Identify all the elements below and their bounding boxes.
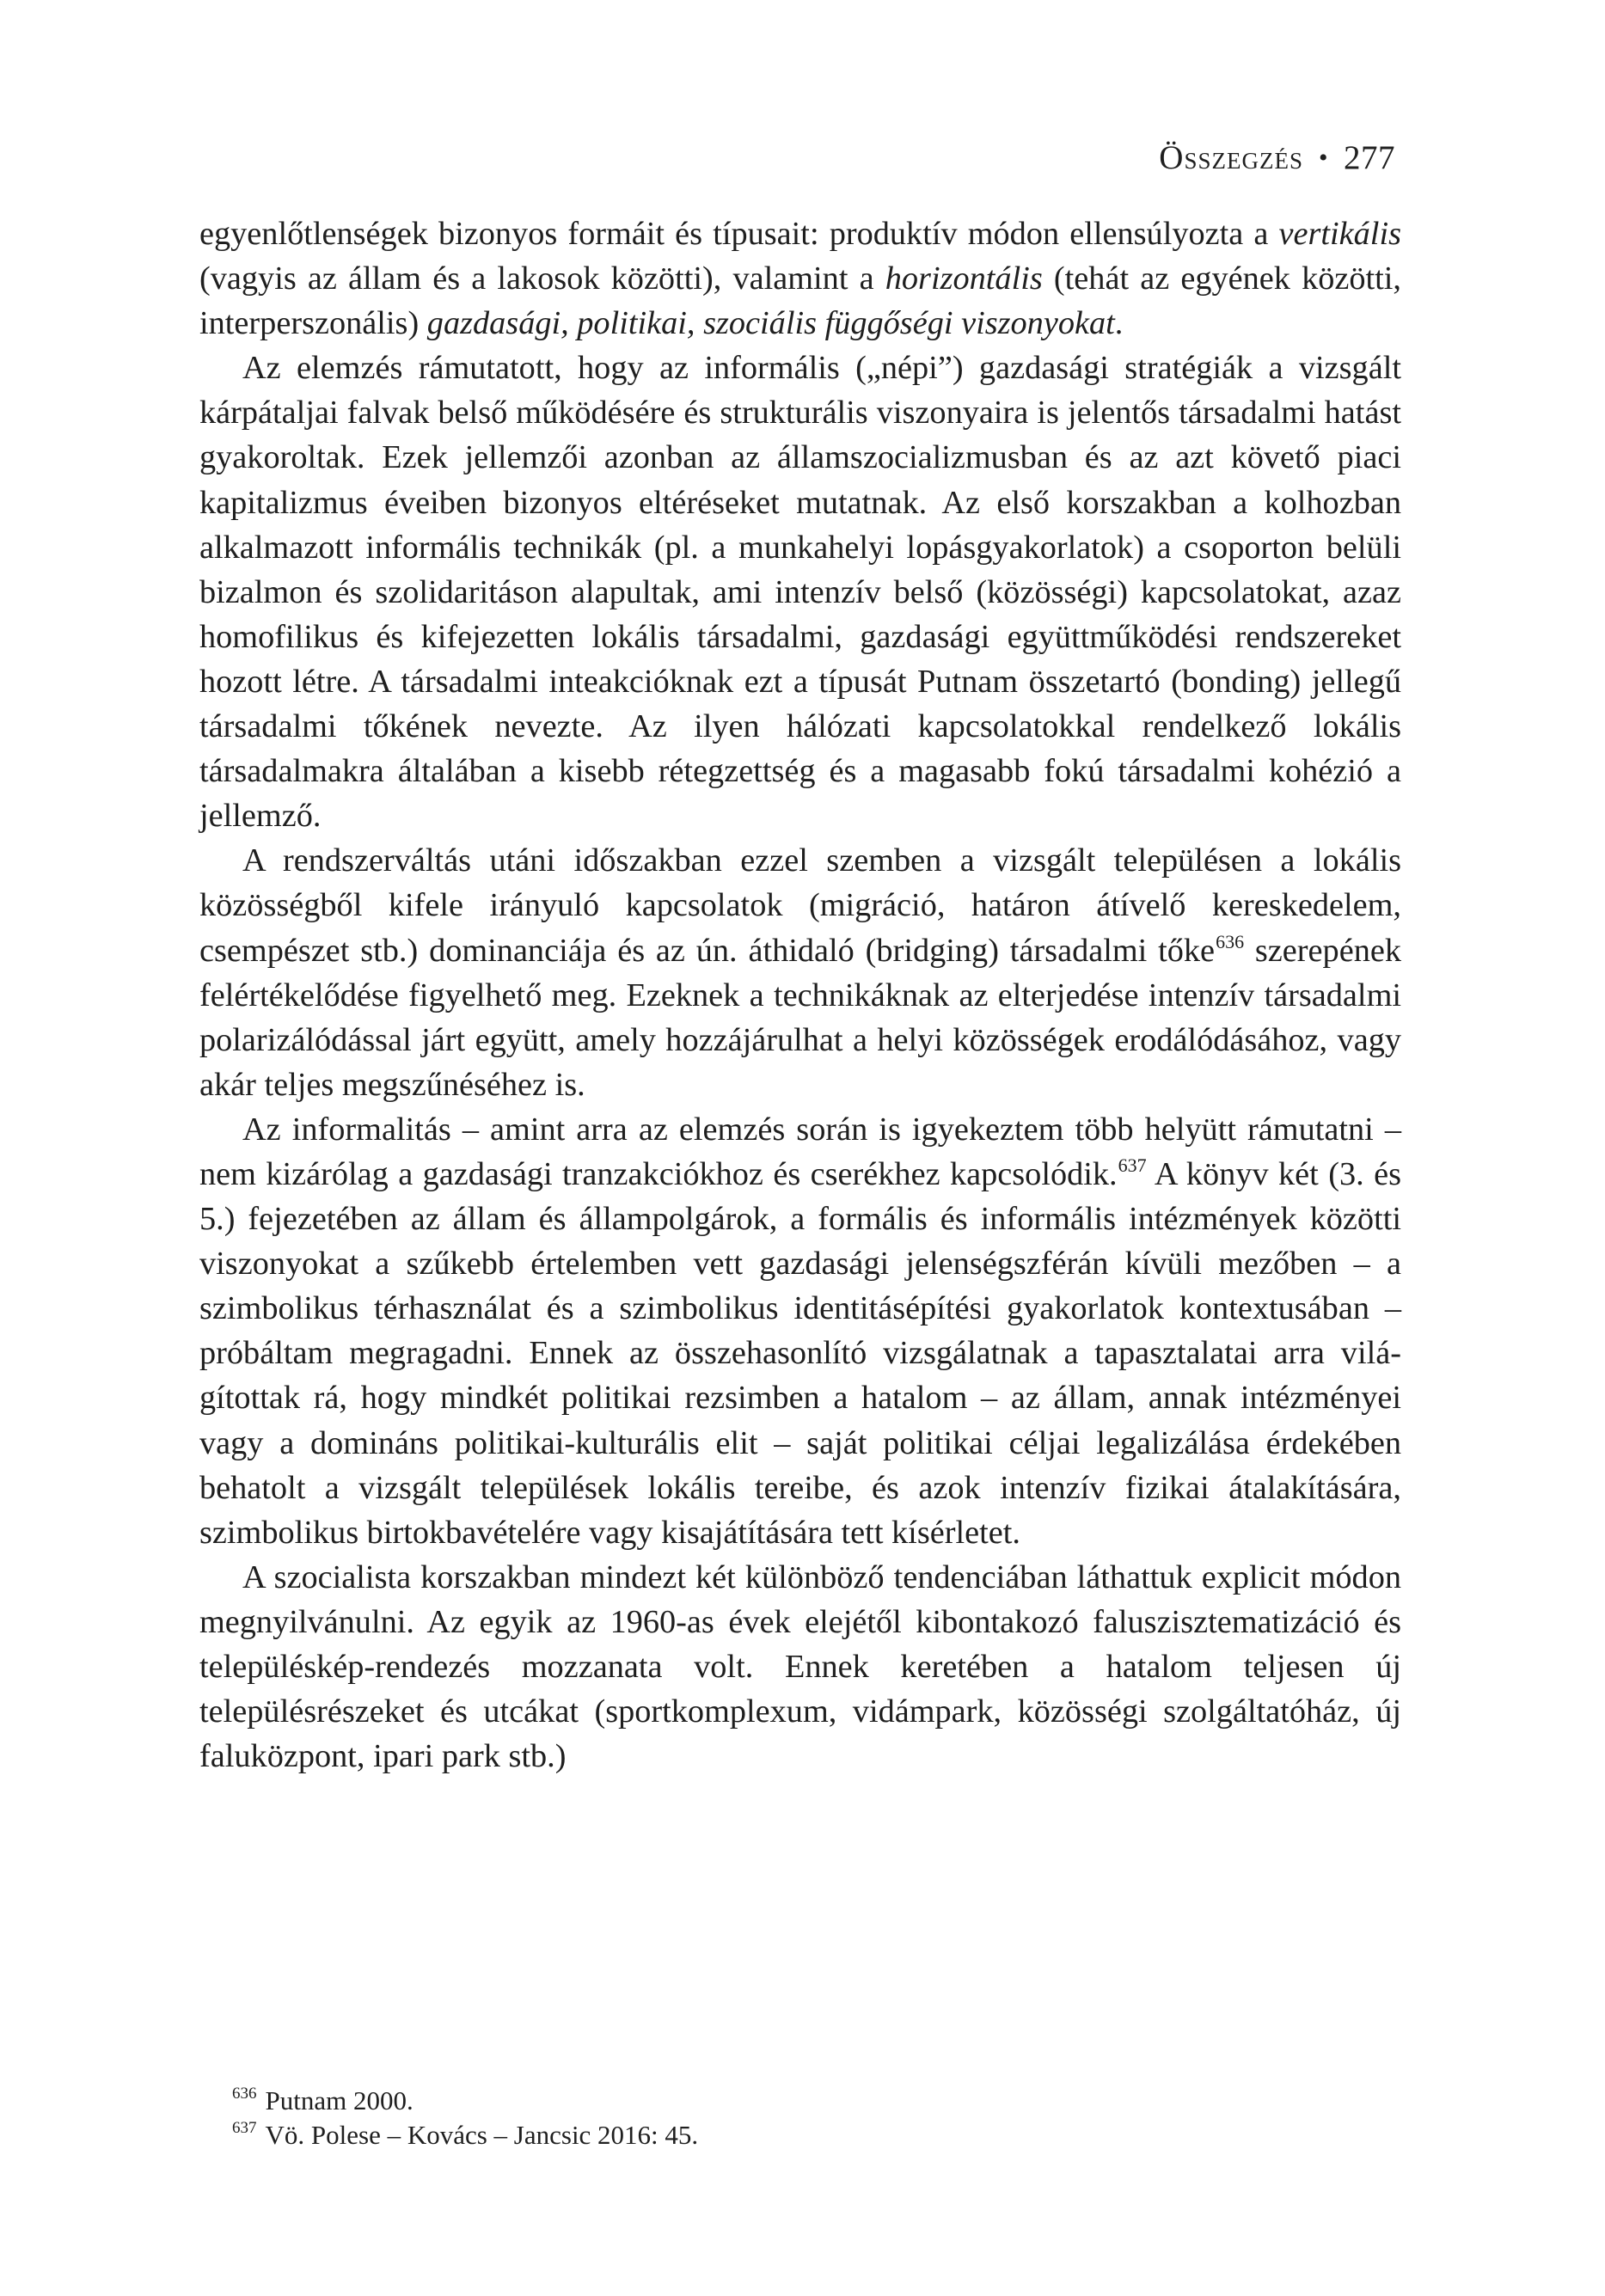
paragraph: A szocialista korszakban mindezt két különböző tendenciában láthattuk explicit módon megnyilvánulni. Az egyik az 1960-as évek elejétől kibontakozó faluszisztematizáció és településkép-rendezés mozzanata volt. Ennek keretében a hatalom teljesen új településrészeket és utcákat (sportkomplexum, vidámpark, közösségi szolgáltatóház, új faluközpont, ipari park stb.)	[199, 1558, 1401, 1775]
footnote-text: Vö. Polese – Kovács – Jancsic 2016: 45.	[265, 2120, 699, 2150]
footnote-number: 636	[232, 2085, 257, 2103]
bullet-separator: •	[1318, 144, 1328, 172]
footnote	[232, 2084, 1264, 2118]
running-header	[1159, 138, 1395, 179]
footnote-text: Putnam 2000.	[265, 2085, 414, 2115]
page-number: 277	[1344, 139, 1395, 176]
footnotes	[232, 2084, 1264, 2152]
emphasis: vertikális	[1278, 216, 1401, 252]
emphasis: horizontális	[885, 260, 1043, 297]
paragraph: A rendszerváltás utáni időszakban ezzel szemben a vizsgált településen a lokális közösségből kifele irányuló kapcsolatok (migráció, határon átívelő kereskedelem, csempészet stb.) dominanciája és az ún. áthidaló (bridging) társadalmi tőke$^{636}$ szerepének felértékelődése figyelhető meg. Ezeknek a technikáknak az elterjedése intenzív társadalmi polarizálódással járt együtt, amely hozzájárulhat a helyi közösségek erodálódásához, vagy akár teljes megszűnéséhez is.	[199, 842, 1401, 1103]
section-title: Összegzés	[1159, 139, 1303, 176]
paragraph: Az informalitás – amint arra az elemzés során is igyekeztem több helyütt rámutatni – nem kizárólag a gazdasági tranzakciókhoz és cserékhez kapcsolódik.$^{637}$ A könyv két (3. és 5.) fejezetében az állam és állampolgárok, a formális és informális intézmények közötti viszonyokat a szűkebb értelemben vett gazdasági jelenségszférán kívüli mezőben – a szimbolikus térhasználat és a szimbolikus identitásépítési gyakorlatok kontextusában – próbáltam megragadni. Ennek az összehasonlító vizsgálatnak a tapasztalatai arra világítottak rá, hogy mindkét politikai rezsimben a hatalom – az állam, annak intézményei vagy a domináns politikai-kulturális elit – saját politikai céljai legalizálása érdekében behatolt a vizsgált települések lokális tereibe, és azok intenzív fizikai átalakítására, szimbolikus birtokbavételére vagy kisajátítására tett kísérletet.	[199, 1111, 1401, 1551]
footnote-reference[interactable]: 637	[1118, 1154, 1147, 1176]
footnote-reference[interactable]: 636	[1216, 930, 1245, 952]
emphasis: gazdasági, politikai, szociális függőségi viszonyokat	[426, 305, 1115, 342]
footnote-number: 637	[232, 2119, 257, 2137]
body-text	[199, 211, 1401, 1779]
paragraph: egyenlőtlenségek bizonyos formáit és típusait: produktív módon ellensúlyozta a vertikális (vagyis az állam és a lakosok közötti), valamint a horizontális (tehát az egyének közötti, interperszonális) gazdasági, politikai, szociális függőségi viszonyokat.	[199, 216, 1402, 342]
paragraph: Az elemzés rámutatott, hogy az informális („népi”) gazdasági stratégiák a vizsgált kárpátaljai falvak belső működésére és strukturális viszonyaira is jelentős társadalmi hatást gyakoroltak. Ezek jellemzői azonban az államszocializmusban és az azt követő piaci kapitalizmus éveiben bizonyos eltéréseket mutatnak. Az első korszakban a kolhozban alkalmazott informális technikák (pl. a munkahelyi lopásgyakorlatok) a csoporton belüli bizalmon és szolidaritáson alapultak, ami intenzív belső (közösségi) kapcsolatokat, azaz homofilikus és kifejezetten lokális társadalmi, gazdasági együttműködési rendszereket hozott létre. A társadalmi inteakcióknak ezt a típusát Putnam összetartó (bonding) jellegű társadalmi tőkének nevezte. Az ilyen hálózati kapcsolatokkal rendelkező lokális társadalmakra általában a kisebb rétegzettség és a magasabb fokú társadalmi kohézió a jellemző.	[199, 350, 1401, 835]
footnote	[232, 2118, 1264, 2152]
